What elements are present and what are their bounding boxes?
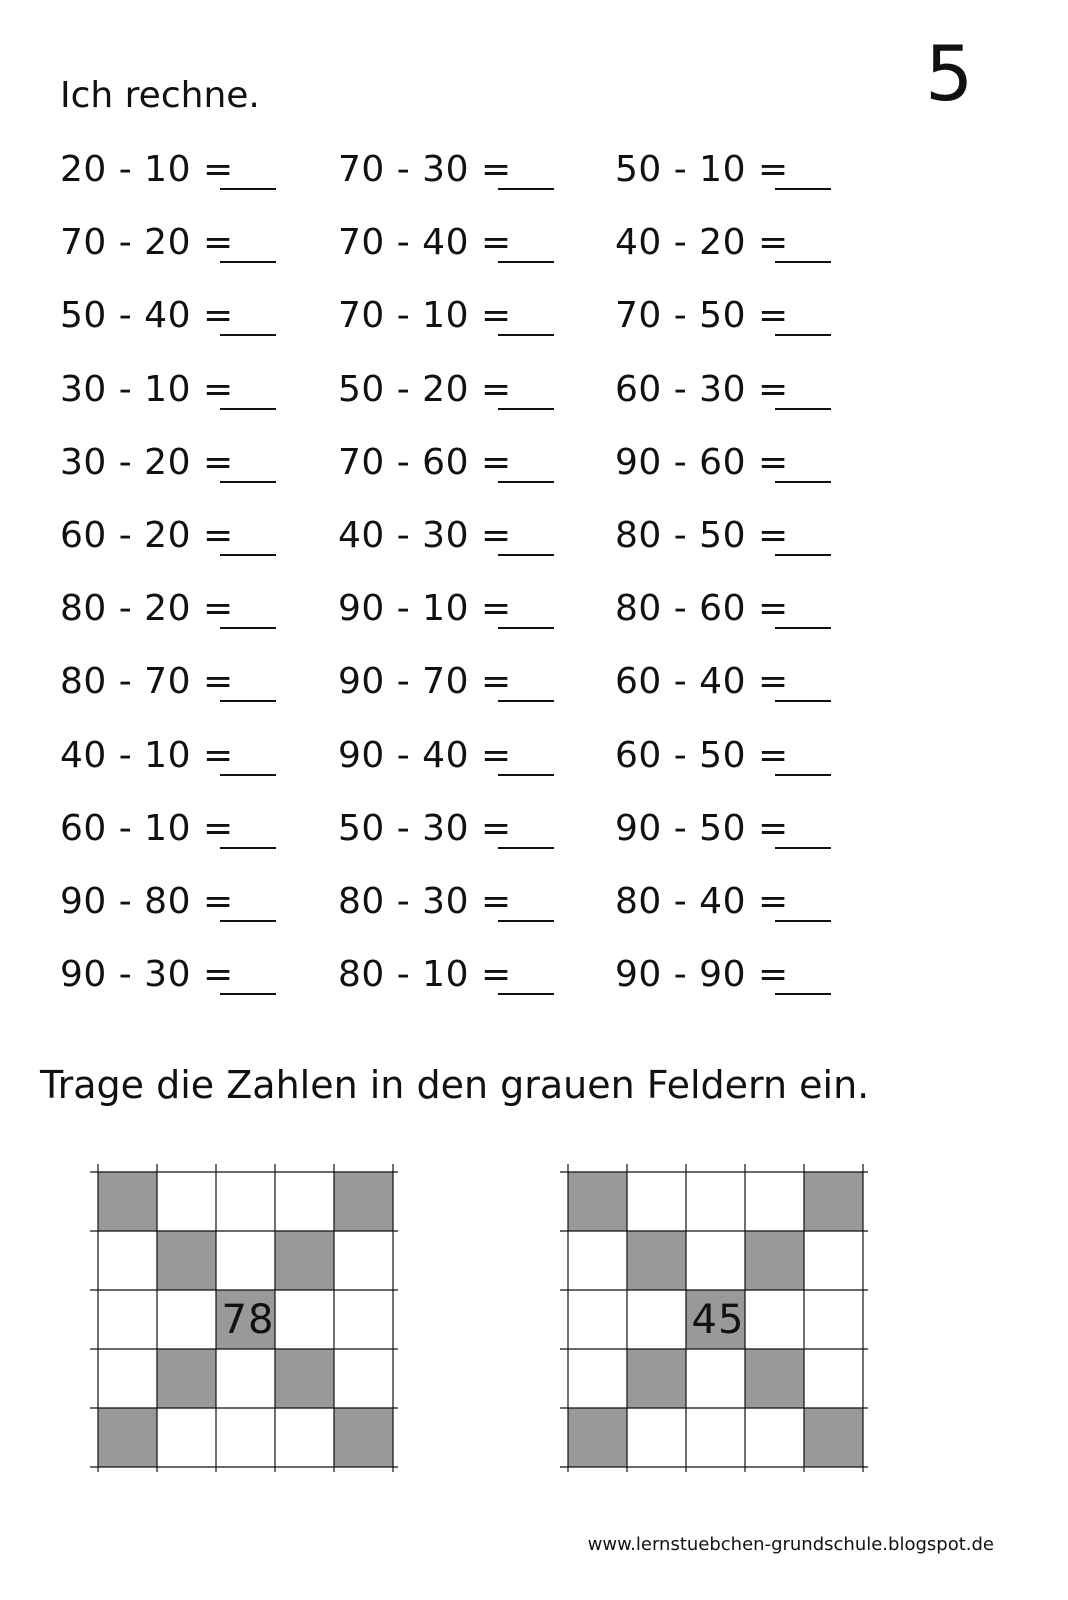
exercise-item (615, 148, 875, 198)
grey-field[interactable] (804, 1172, 863, 1231)
exercise-expression: 70 - 50 = (615, 295, 789, 337)
exercise-expression: 90 - 40 = (338, 734, 512, 776)
answer-blank[interactable] (220, 774, 276, 776)
grey-field[interactable] (157, 1349, 216, 1408)
instruction-compute: Ich rechne. (60, 75, 260, 116)
answer-blank[interactable] (775, 481, 831, 483)
exercise-item (60, 368, 320, 418)
grey-field[interactable] (157, 1231, 216, 1290)
instruction-fill-grey-fields: Trage die Zahlen in den grauen Feldern ein. (40, 1063, 870, 1107)
exercise-expression: 70 - 20 = (60, 222, 234, 264)
answer-blank[interactable] (220, 847, 276, 849)
answer-blank[interactable] (775, 334, 831, 336)
exercise-expression: 80 - 10 = (338, 954, 512, 996)
answer-blank[interactable] (498, 627, 554, 629)
answer-blank[interactable] (775, 627, 831, 629)
exercise-expression: 90 - 90 = (615, 954, 789, 996)
exercise-item (338, 441, 598, 491)
answer-blank[interactable] (220, 481, 276, 483)
exercise-item (615, 953, 875, 1003)
exercise-item (60, 734, 320, 784)
exercise-row (60, 221, 860, 271)
exercise-row (60, 953, 860, 1003)
grey-field[interactable] (804, 1408, 863, 1467)
exercise-row (60, 441, 860, 491)
exercise-item (338, 514, 598, 564)
exercise-item (60, 880, 320, 930)
grey-field[interactable] (275, 1349, 334, 1408)
exercise-expression: 70 - 10 = (338, 295, 512, 337)
puzzle-center-number[interactable]: 78 (221, 1297, 275, 1343)
grey-field[interactable] (745, 1231, 804, 1290)
answer-blank[interactable] (220, 408, 276, 410)
exercise-item (615, 587, 875, 637)
exercise-item (615, 221, 875, 271)
exercise-item (60, 587, 320, 637)
exercise-item (338, 221, 598, 271)
answer-blank[interactable] (498, 700, 554, 702)
answer-blank[interactable] (775, 993, 831, 995)
exercise-row (60, 587, 860, 637)
exercise-expression: 50 - 40 = (60, 295, 234, 337)
exercise-expression: 40 - 30 = (338, 515, 512, 556)
answer-blank[interactable] (775, 188, 831, 190)
exercise-item (615, 368, 875, 418)
answer-blank[interactable] (775, 408, 831, 410)
answer-blank[interactable] (220, 700, 276, 702)
answer-blank[interactable] (498, 774, 554, 776)
exercise-expression: 50 - 10 = (615, 149, 789, 190)
answer-blank[interactable] (220, 334, 276, 336)
exercise-expression: 60 - 30 = (615, 368, 789, 410)
exercise-expression: 60 - 50 = (615, 734, 789, 776)
exercise-item (338, 148, 598, 198)
exercise-item (338, 880, 598, 930)
exercise-item (338, 807, 598, 857)
exercise-expression: 90 - 80 = (60, 881, 234, 922)
exercise-expression: 30 - 20 = (60, 441, 234, 483)
answer-blank[interactable] (498, 920, 554, 922)
exercise-expression: 80 - 70 = (60, 661, 234, 703)
exercise-row (60, 660, 860, 710)
exercise-expression: 90 - 70 = (338, 661, 512, 703)
answer-blank[interactable] (498, 334, 554, 336)
answer-blank[interactable] (220, 554, 276, 556)
exercise-expression: 70 - 30 = (338, 149, 512, 190)
exercise-item (60, 148, 320, 198)
grey-field[interactable] (334, 1408, 393, 1467)
exercise-row (60, 294, 860, 344)
answer-blank[interactable] (775, 847, 831, 849)
exercise-item (615, 807, 875, 857)
exercise-item (615, 294, 875, 344)
answer-blank[interactable] (220, 627, 276, 629)
grey-field[interactable] (98, 1172, 157, 1231)
exercise-expression: 90 - 60 = (615, 441, 789, 483)
exercise-item (338, 294, 598, 344)
puzzle-center-number[interactable]: 45 (691, 1297, 745, 1343)
exercise-row (60, 148, 860, 198)
exercise-row (60, 368, 860, 418)
exercise-expression: 80 - 30 = (338, 881, 512, 922)
answer-blank[interactable] (498, 554, 554, 556)
exercise-item (615, 514, 875, 564)
grey-field[interactable] (627, 1349, 686, 1408)
exercise-expression: 60 - 20 = (60, 515, 234, 556)
exercise-item (338, 587, 598, 637)
exercise-item (60, 294, 320, 344)
exercise-expression: 70 - 60 = (338, 441, 512, 483)
grey-field[interactable] (98, 1408, 157, 1467)
exercise-item (338, 660, 598, 710)
exercise-expression: 30 - 10 = (60, 368, 234, 410)
grey-field[interactable] (334, 1172, 393, 1231)
answer-blank[interactable] (220, 993, 276, 995)
exercise-item (60, 514, 320, 564)
exercise-item (615, 734, 875, 784)
answer-blank[interactable] (220, 188, 276, 190)
exercise-expression: 90 - 10 = (338, 588, 512, 630)
exercise-item (60, 441, 320, 491)
answer-blank[interactable] (775, 700, 831, 702)
puzzle-grid-2 (558, 1162, 868, 1472)
exercise-row (60, 880, 860, 930)
exercise-expression: 60 - 10 = (60, 807, 234, 849)
answer-blank[interactable] (498, 408, 554, 410)
exercise-expression: 60 - 40 = (615, 661, 789, 703)
exercise-row (60, 514, 860, 564)
answer-blank[interactable] (498, 261, 554, 263)
exercise-expression: 80 - 60 = (615, 588, 789, 630)
exercise-item (60, 953, 320, 1003)
exercise-item (338, 368, 598, 418)
exercise-expression: 80 - 40 = (615, 881, 789, 922)
grey-field[interactable] (745, 1349, 804, 1408)
answer-blank[interactable] (220, 261, 276, 263)
grey-field[interactable] (568, 1172, 627, 1231)
exercise-item (615, 441, 875, 491)
footer-url: www.lernstuebchen-grundschule.blogspot.de (587, 1534, 994, 1555)
puzzle-grid-1 (88, 1162, 398, 1472)
exercise-expression: 80 - 50 = (615, 515, 789, 556)
exercise-item (615, 880, 875, 930)
answer-blank[interactable] (498, 993, 554, 995)
exercise-expression: 20 - 10 = (60, 149, 234, 190)
exercise-expression: 80 - 20 = (60, 588, 234, 630)
grey-field[interactable] (627, 1231, 686, 1290)
grey-field[interactable] (568, 1408, 627, 1467)
answer-blank[interactable] (775, 261, 831, 263)
exercise-expression: 90 - 50 = (615, 807, 789, 849)
grey-field[interactable] (275, 1231, 334, 1290)
exercise-item (338, 953, 598, 1003)
exercise-expression: 70 - 40 = (338, 222, 512, 264)
exercise-expression: 40 - 10 = (60, 734, 234, 776)
exercise-expression: 40 - 20 = (615, 222, 789, 264)
exercise-item (60, 660, 320, 710)
answer-blank[interactable] (498, 188, 554, 190)
exercise-row (60, 807, 860, 857)
answer-blank[interactable] (775, 774, 831, 776)
exercise-expression: 50 - 20 = (338, 368, 512, 410)
answer-blank[interactable] (498, 481, 554, 483)
answer-blank[interactable] (220, 920, 276, 922)
exercise-item (60, 221, 320, 271)
exercise-item (338, 734, 598, 784)
answer-blank[interactable] (775, 920, 831, 922)
exercise-row (60, 734, 860, 784)
page-number: 5 (925, 29, 974, 118)
exercise-item (615, 660, 875, 710)
exercise-item (60, 807, 320, 857)
answer-blank[interactable] (775, 554, 831, 556)
exercise-expression: 50 - 30 = (338, 807, 512, 849)
answer-blank[interactable] (498, 847, 554, 849)
exercise-expression: 90 - 30 = (60, 954, 234, 996)
